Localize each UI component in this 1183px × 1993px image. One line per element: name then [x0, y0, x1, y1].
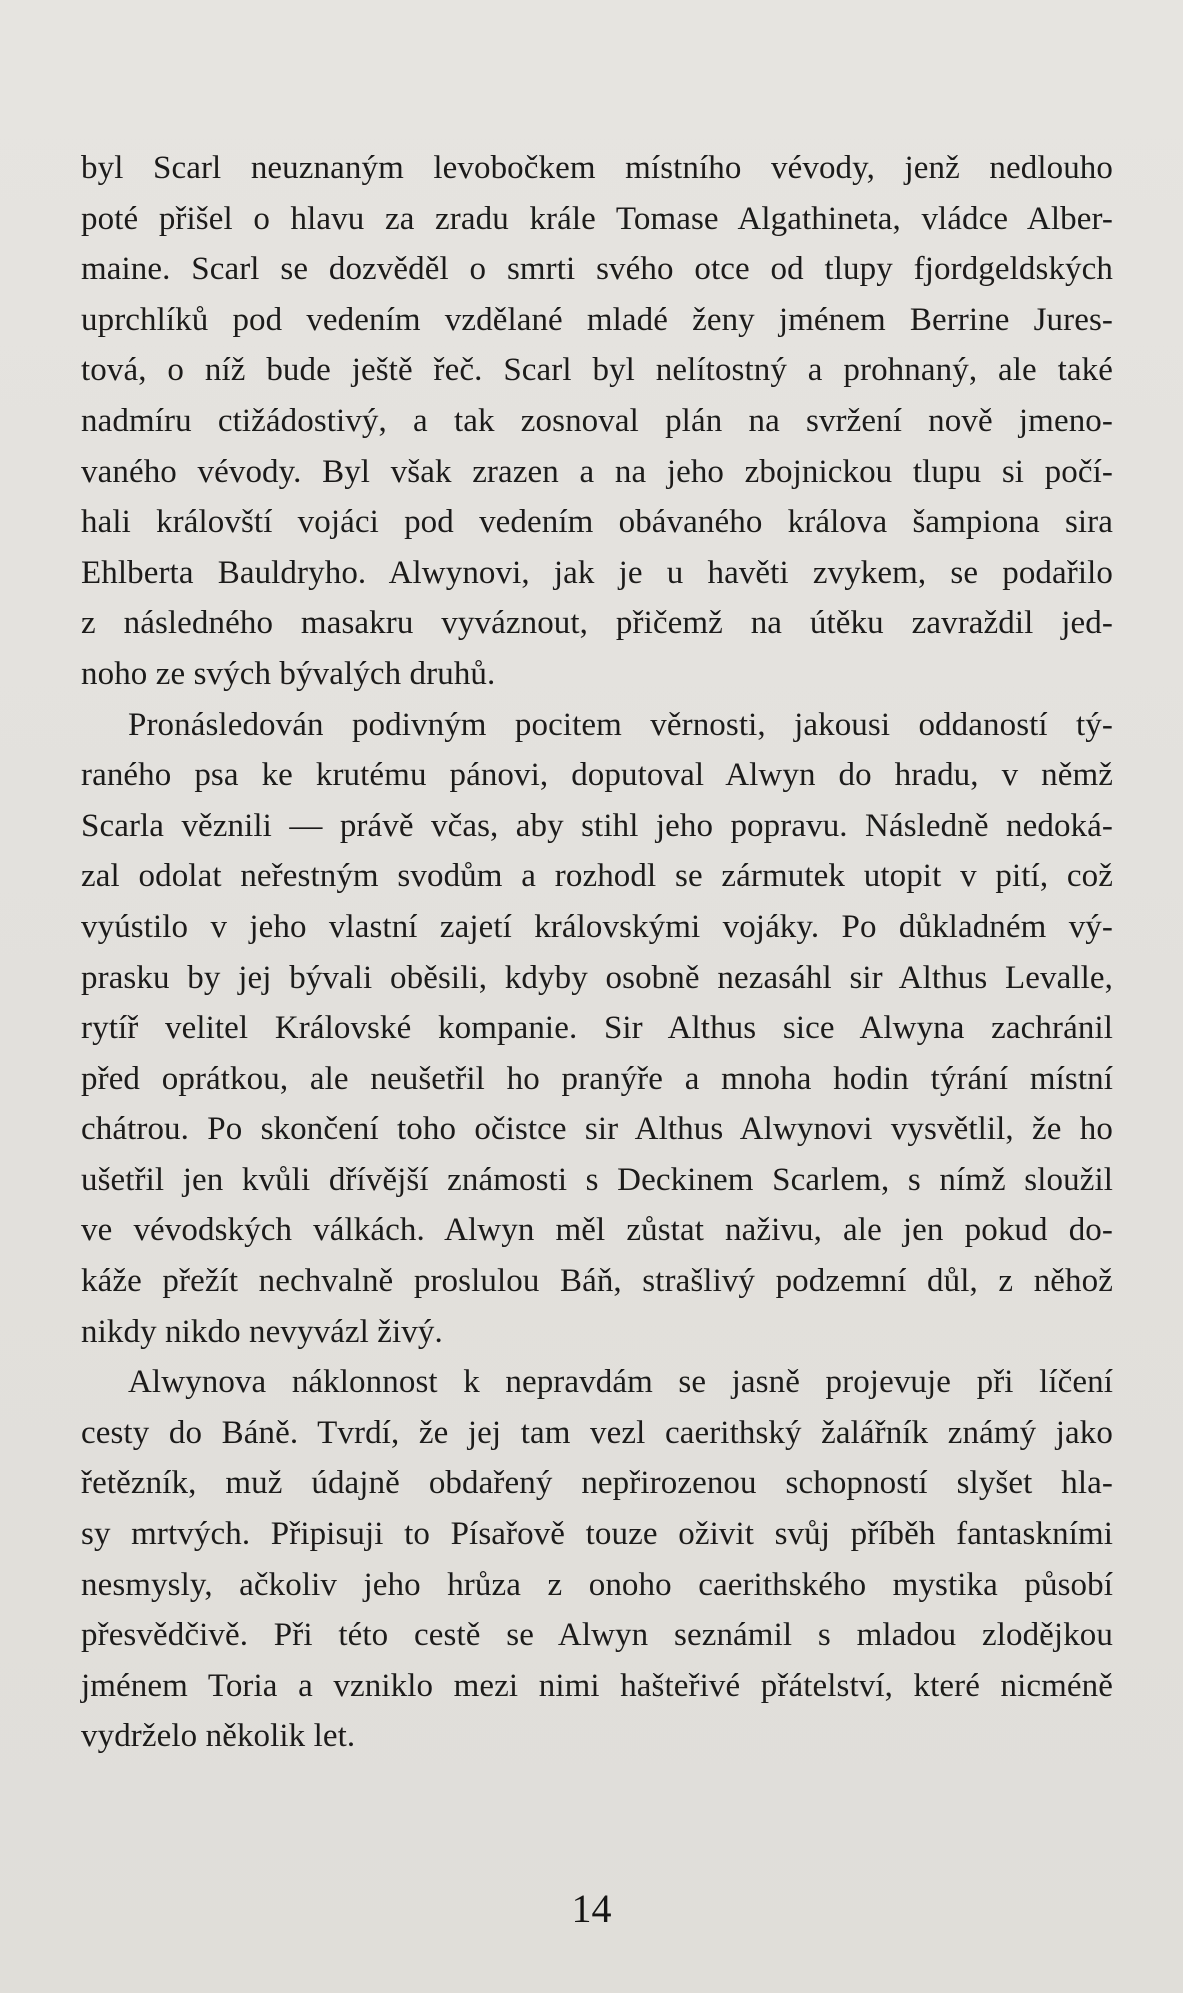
text-line: noho ze svých bývalých druhů.: [81, 655, 496, 692]
text-line: zal odolat neřestným svodům a rozhodl se zármutek utopit v pití, což: [81, 858, 1113, 895]
page-number: 14: [571, 1886, 612, 1931]
text-line: nesmysly, ačkoliv jeho hrůza z onoho caerithského mystika působí: [81, 1566, 1113, 1603]
text-line: rytíř velitel Královské kompanie. Sir Althus sice Alwyna zachránil: [81, 1010, 1113, 1047]
text-line: Scarla věznili — právě včas, aby stihl jeho popravu. Následně nedoká-: [81, 807, 1113, 844]
text-line: chátrou. Po skončení toho očistce sir Althus Alwynovi vysvětlil, že ho: [81, 1111, 1113, 1148]
text-line: z následného masakru vyváznout, přičemž na útěku zavraždil jed-: [81, 605, 1113, 642]
paragraph-2: [81, 700, 1113, 1358]
text-line: byl Scarl neuznaným levobočkem místního vévody, jenž nedlouho: [81, 150, 1113, 186]
text-line: poté přišel o hlavu za zradu krále Tomase Algathineta, vládce Alber-: [81, 200, 1113, 237]
text-line: ušetřil jen kvůli dřívější známosti s Deckinem Scarlem, s nímž sloužil: [81, 1161, 1113, 1198]
text-line: jménem Toria a vzniklo mezi nimi hašteřivé přátelství, které nicméně: [81, 1667, 1113, 1704]
text-line: vyústilo v jeho vlastní zajetí královskými vojáky. Po důkladném vý-: [81, 908, 1113, 945]
text-line: nadmíru ctižádostivý, a tak zosnoval plán na svržení nově jmeno-: [81, 402, 1113, 439]
text-line: ve vévodských válkách. Alwyn měl zůstat naživu, ale jen pokud do-: [81, 1212, 1113, 1249]
text-line: raného psa ke krutému pánovi, doputoval Alwyn do hradu, v němž: [81, 757, 1113, 794]
body-text: [81, 143, 1113, 1762]
text-line: Ehlberta Bauldryho. Alwynovi, jak je u havěti zvykem, se podařilo: [81, 554, 1113, 591]
text-line: řetězník, muž údajně obdařený nepřirozenou schopností slyšet hla-: [81, 1465, 1113, 1502]
text-line: maine. Scarl se dozvěděl o smrti svého otce od tlupy fjordgeldských: [81, 251, 1113, 288]
text-line: káže přežít nechvalně proslulou Báň, strašlivý podzemní důl, z něhož: [81, 1263, 1113, 1300]
paragraph-1: [81, 143, 1113, 700]
text-line: uprchlíků pod vedením vzdělané mladé ženy jménem Berrine Jures-: [81, 301, 1113, 338]
text-line: prasku by jej bývali oběsili, kdyby osobně nezasáhl sir Althus Levalle,: [81, 959, 1113, 996]
text-line: nikdy nikdo nevyvázl živý.: [81, 1313, 443, 1350]
text-line: přesvědčivě. Při této cestě se Alwyn seznámil s mladou zlodějkou: [81, 1617, 1113, 1654]
text-line: před oprátkou, ale neušetřil ho pranýře a mnoha hodin týrání místní: [81, 1060, 1113, 1097]
text-line: Alwynova náklonnost k nepravdám se jasně projevuje při líčení: [128, 1364, 1113, 1401]
text-line: cesty do Báně. Tvrdí, že jej tam vezl caerithský žalářník známý jako: [81, 1414, 1113, 1451]
text-line: sy mrtvých. Připisuji to Písařově touze oživit svůj příběh fantaskními: [81, 1516, 1113, 1553]
text-line: vaného vévody. Byl však zrazen a na jeho zbojnickou tlupu si počí-: [81, 453, 1113, 490]
text-line: hali královští vojáci pod vedením obávaného králova šampiona sira: [81, 504, 1113, 541]
text-line: vydrželo několik let.: [81, 1718, 356, 1755]
text-line: Pronásledován podivným pocitem věrnosti, jakousi oddaností tý-: [128, 706, 1113, 743]
paragraph-3: [81, 1357, 1113, 1762]
text-line: tová, o níž bude ještě řeč. Scarl byl nelítostný a prohnaný, ale také: [81, 352, 1113, 389]
